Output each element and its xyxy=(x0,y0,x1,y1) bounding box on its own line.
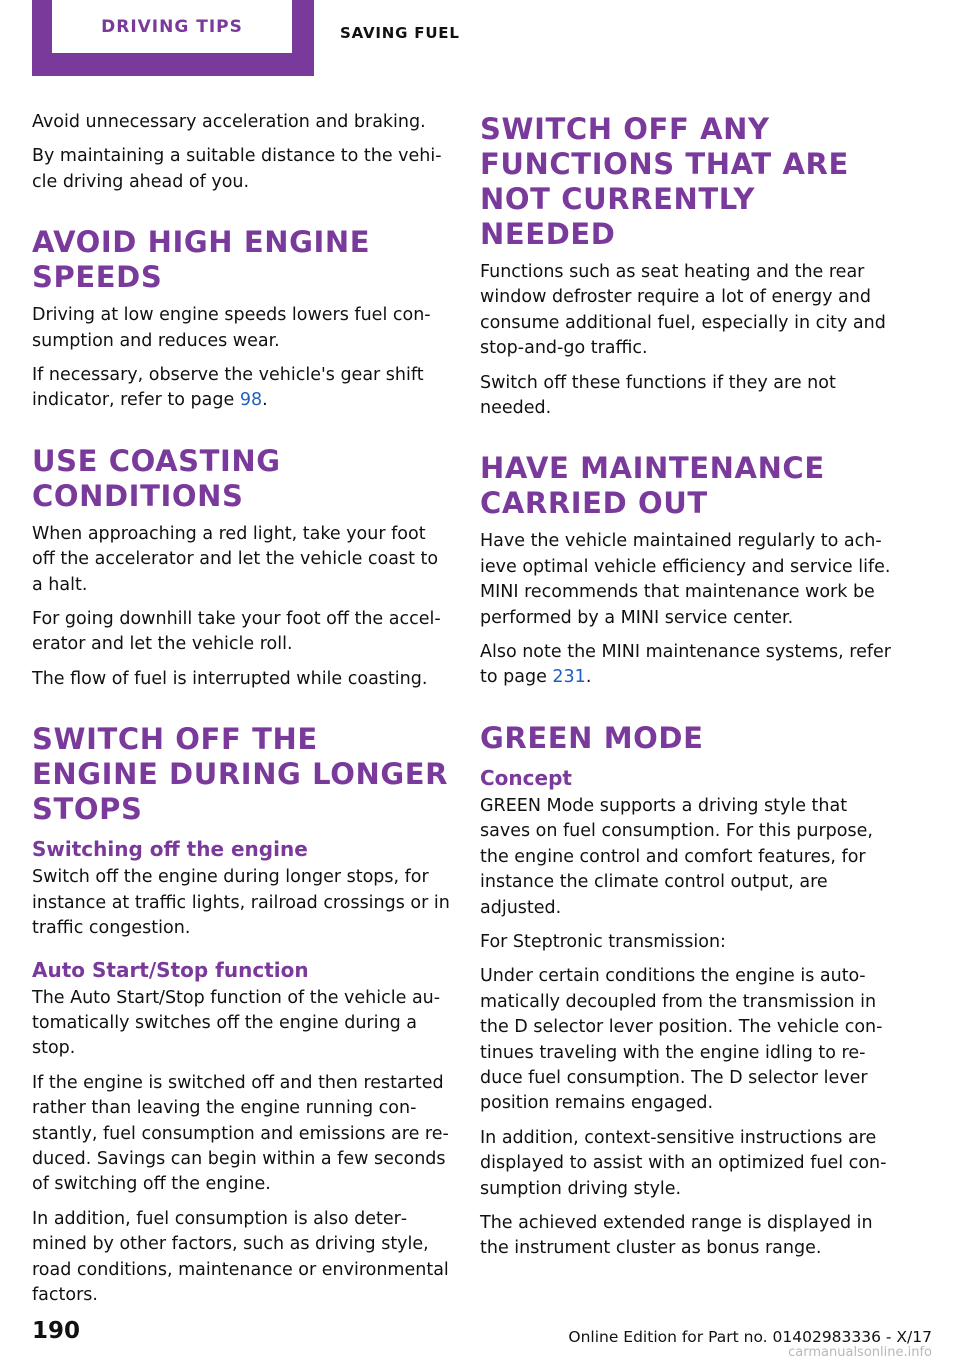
paragraph-text: If necessary, observe the vehicle's gear shift indicator, refer to page xyxy=(32,365,424,411)
functions-paragraph: Switch off these functions if they are not needed. xyxy=(480,372,836,419)
auto-start-stop-paragraph: In addition, fuel consumption is also determined by other factors, such as driving style, road conditions, maintenance or environmental factors. xyxy=(32,1208,449,1305)
auto-start-stop-paragraph: The Auto Start/Stop function of the vehicle automatically switches off the engine during a stop. xyxy=(32,987,441,1059)
concept-paragraph: The achieved extended range is displayed in the instrument cluster as bonus range. xyxy=(480,1212,873,1259)
section-tab-label: DRIVING TIPS xyxy=(52,0,292,53)
watermark: carmanualsonline.info xyxy=(788,1345,932,1360)
coasting-paragraph: When approaching a red light, take your foot off the accelerator and let the vehicle coast to a halt. xyxy=(32,523,439,595)
maintenance-paragraph: Have the vehicle maintained regularly to achieve optimal vehicle efficiency and service life. MINI recommends that maintenance work be performed by a MINI service center. xyxy=(480,531,891,628)
coasting-paragraph: For going downhill take your foot off the accelerator and let the vehicle roll. xyxy=(32,609,441,655)
concept-paragraph: GREEN Mode supports a driving style that saves on fuel consumption. For this purpose, the engine control and comfort features, for instance the climate control output, are adjusted. xyxy=(480,795,873,918)
heading-avoid-high-engine-speeds: AVOID HIGH ENGINE SPEEDS xyxy=(32,225,371,295)
right-column xyxy=(480,112,896,1271)
subheading-auto-start-stop: Auto Start/Stop function xyxy=(32,957,309,982)
concept-paragraph: Under certain conditions the engine is automatically decoupled from the transmission in the D selector lever position. The vehicle continues traveling with the engine idling to reduce fuel consumption. The D selector lever position remains engaged. xyxy=(480,966,883,1114)
left-column xyxy=(32,110,450,1317)
concept-paragraph: In addition, context-sensitive instructions are displayed to assist with an optimized fuel consumption driving style. xyxy=(480,1127,887,1199)
engine-speeds-paragraph xyxy=(32,363,450,414)
paragraph-text: . xyxy=(262,390,268,411)
concept-paragraph: For Steptronic transmission: xyxy=(480,931,726,952)
paragraph-text: . xyxy=(585,667,592,688)
functions-paragraph: Functions such as seat heating and the rear window defroster require a lot of energy and consume additional fuel, especially in city and stop-and-go traffic. xyxy=(480,262,886,359)
page-link-98[interactable]: 98 xyxy=(239,390,263,411)
subheading-switching-off-engine: Switching off the engine xyxy=(32,837,308,862)
engine-speeds-paragraph: Driving at low engine speeds lowers fuel consumption and reduces wear. xyxy=(32,305,431,351)
heading-green-mode: GREEN MODE xyxy=(480,720,704,755)
section-tab[interactable] xyxy=(32,0,314,76)
intro-paragraph: By maintaining a suitable distance to the vehicle driving ahead of you. xyxy=(32,146,442,192)
maintenance-paragraph xyxy=(480,640,896,691)
coasting-paragraph: The flow of fuel is interrupted while coasting. xyxy=(32,668,428,689)
intro-paragraph: Avoid unnecessary acceleration and braking. xyxy=(32,112,426,132)
switching-off-paragraph: Switch off the engine during longer stops, for instance at traffic lights, railroad crossings or in traffic congestion. xyxy=(32,867,450,939)
page-link-231[interactable]: 231 xyxy=(552,667,586,688)
heading-switch-off-engine-longer-stops: SWITCH OFF THE ENGINE DURING LONGER STOPS xyxy=(32,722,449,827)
heading-have-maintenance: HAVE MAINTENANCE CARRIED OUT xyxy=(480,451,825,521)
subsection-tab[interactable]: SAVING FUEL xyxy=(340,24,460,42)
heading-switch-off-functions: SWITCH OFF ANY FUNCTIONS THAT ARE NOT CURRENTLY NEEDED xyxy=(480,112,849,251)
auto-start-stop-paragraph: If the engine is switched off and then restarted rather than leaving the engine running constantly, fuel consumption and emissions are reduced. Savings can begin within a few seconds of switching off the engine. xyxy=(32,1072,449,1195)
subheading-concept: Concept xyxy=(480,765,572,790)
heading-use-coasting-conditions: USE COASTING CONDITIONS xyxy=(32,443,281,513)
edition-footer: Online Edition for Part no. 01402983336 - X/17 xyxy=(568,1328,932,1346)
paragraph-text: Also note the MINI maintenance systems, refer to page xyxy=(480,642,891,688)
page-number: 190 xyxy=(32,1318,81,1344)
